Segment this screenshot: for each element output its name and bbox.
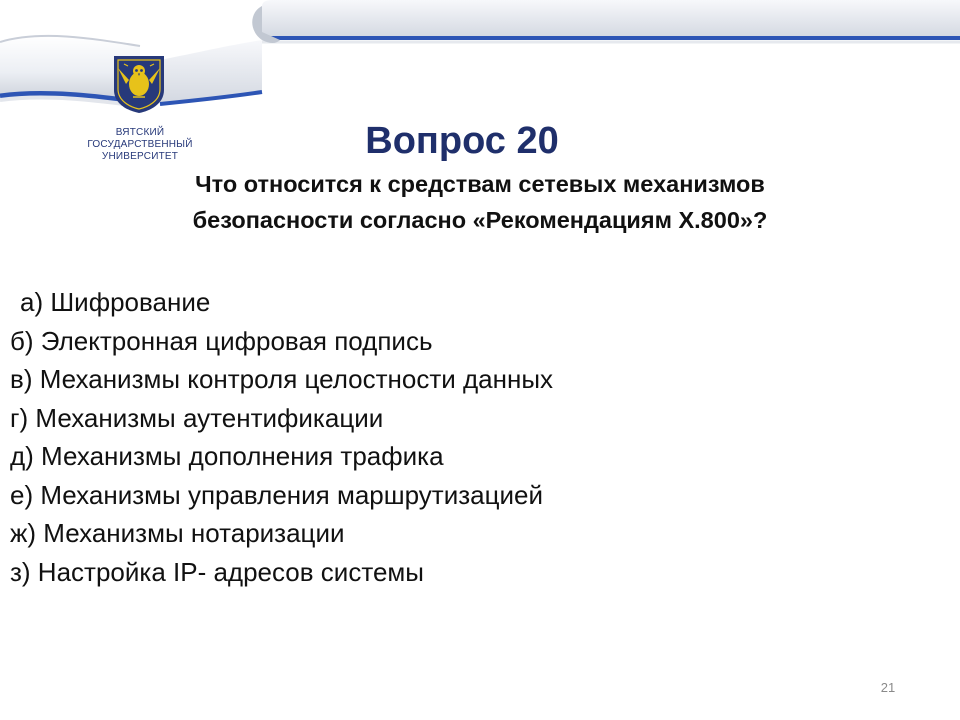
question-text [40, 166, 920, 238]
answer-option: з) Настройка IP- адресов системы [10, 556, 424, 587]
university-crest-icon [112, 54, 166, 114]
answer-list [10, 283, 910, 591]
question-line: безопасности согласно «Рекомендациям Х.800»? [192, 207, 768, 233]
answer-option: е) Механизмы управления маршрутизацией [10, 479, 543, 510]
answer-option: в) Механизмы контроля целостности данных [10, 364, 554, 394]
university-name-line: УНИВЕРСИТЕТ [101, 151, 179, 162]
university-name-line: ВЯТСКИЙ [115, 127, 165, 138]
answer-option: г) Механизмы аутентификации [10, 402, 384, 433]
answer-option: б) Электронная цифровая подпись [10, 325, 433, 356]
university-name-line: ГОСУДАРСТВЕННЫЙ [87, 139, 193, 150]
page-number: 21 [880, 680, 896, 695]
answer-option: д) Механизмы дополнения трафика [10, 441, 444, 471]
slide-title: Вопрос 20 [365, 120, 559, 162]
answer-option: а) Шифрование [20, 287, 211, 317]
answer-option: ж) Механизмы нотаризации [10, 518, 345, 548]
question-line: Что относится к средствам сетевых механизмов [195, 171, 765, 197]
